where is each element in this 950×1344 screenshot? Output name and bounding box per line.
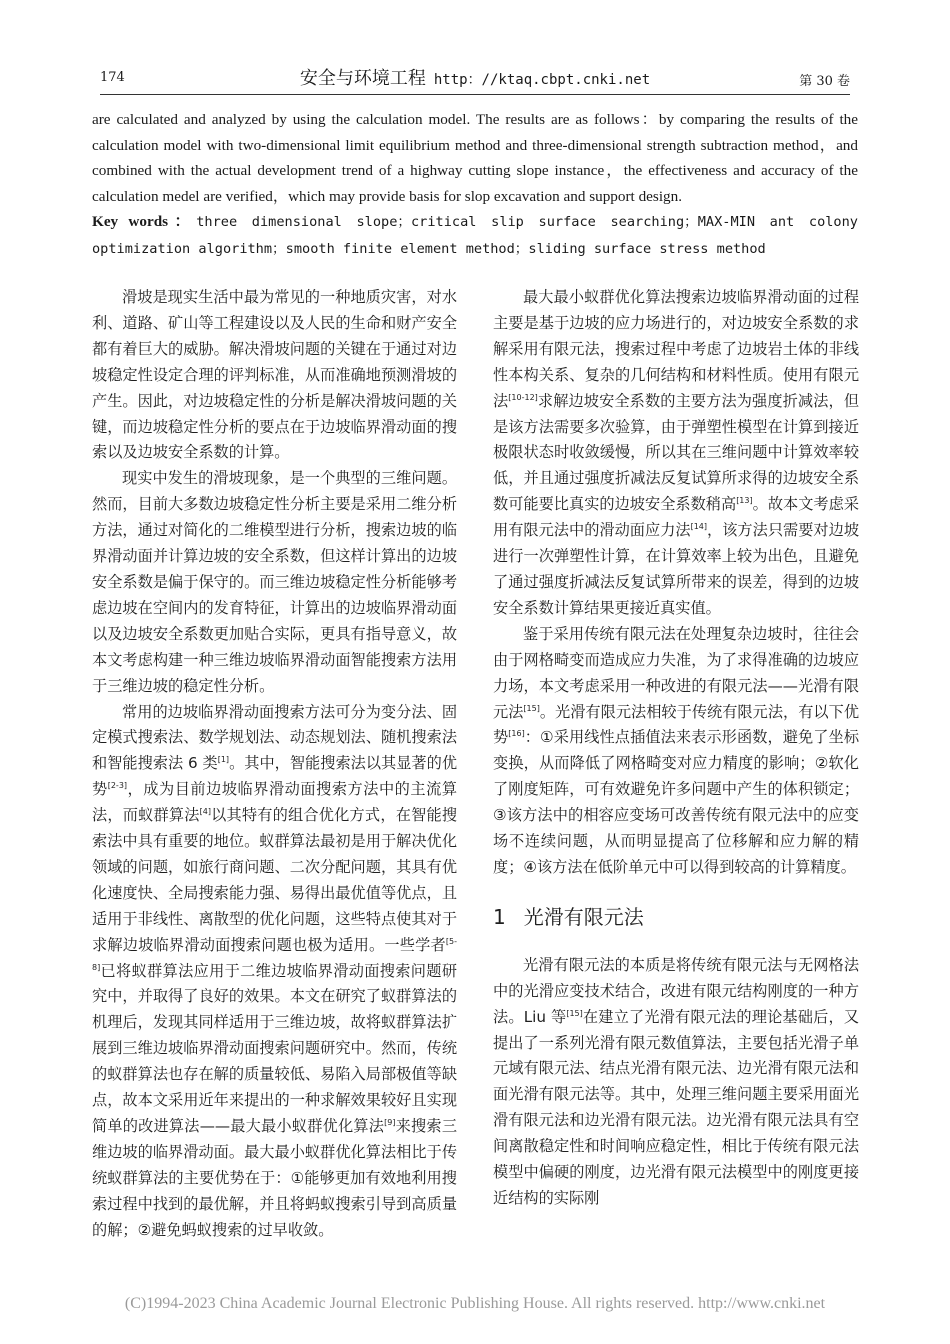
paragraph: 滑坡是现实生活中最为常见的一种地质灾害，对水利、道路、矿山等工程建设以及人民的生命和财产安全都有着巨大的威胁。解决滑坡问题的关键在于通过对边坡稳定性设定合理的评判标准，从而准确地预测滑坡的产生。因此，对边坡稳定性的分析是解决滑坡问题的关键，而边坡稳定性分析的要点在于边坡临界滑动面的搜索以及边坡安全系数的计算。 — [92, 288, 457, 462]
page-number: 174 — [100, 70, 125, 85]
header-rule — [100, 94, 850, 95]
abstract-text: are calculated and analyzed by using the calculation model. The results are as follows：by comparing the results of the calculation model with two-dimensional limit equilibrium method and three-dimensional strength subtraction method，and combined with the actual development trend of a highway cutting slope instance，the effectiveness and accuracy of the calculation medel are verified，which may provide basis for slop excavation and support design. — [92, 111, 858, 205]
citation[interactable]: [15] — [523, 703, 540, 713]
paragraph: 现实中发生的滑坡现象，是一个典型的三维问题。然而，目前大多数边坡稳定性分析主要是采用二维分析方法，通过对简化的二维模型进行分析，搜索边坡的临界滑动面并计算边坡的安全系数，但这样计算出的边坡安全系数是偏于保守的。而三维边坡稳定性分析能够考虑边坡在空间内的发育特征，计算出的边坡临界滑动面以及边坡安全系数更加贴合实际，更具有指导意义，故本文考虑构建一种三维边坡临界滑动面智能搜索方法用于三维边坡的稳定性分析。 — [92, 469, 457, 695]
text-run: 已将蚁群算法应用于二维边坡临界滑动面搜索问题研究中，并取得了良好的效果。本文在研究了蚁群算法的机理后，发现其同样适用于三维边坡，故将蚁群算法扩展到三维边坡临界滑动面搜索问题研究中。然而，传统的蚁群算法也存在解的质量较低、易陷入局部极值等缺点，故本文采用近年来提出的一种求解效果较好且实现简单的改进算法——最大最小蚁群优化算法 — [92, 961, 457, 1135]
citation[interactable]: [14] — [690, 522, 708, 532]
text-run: 。其中，智能搜索法以其显著的优势 — [92, 754, 458, 799]
text-run: 鉴于采用传统有限元法在处理复杂边坡时，往往会由于网格畸变而造成应力失准，为了求得准确的边坡应力场，本文考虑采用一种改进的有限元法——光滑有限元法 — [493, 624, 859, 721]
text-run: 以其特有的组合优化方式，在智能搜索法中具有重要的地位。蚁群算法最初是用于解决优化领域的问题，如旅行商问题、二次分配问题，其具有优化速度快、全局搜索能力强、易得出最优值等优点，且适用于非线性、离散型的优化问题，这些特点使其对于求解边坡临界滑动面搜索问题也极为适用。一些学者 — [92, 806, 458, 954]
text-run: 常用的边坡临界滑动面搜索方法可分为变分法、固定模式搜索法、数学规划法、动态规划法、随机搜索法和智能搜索法 6 类 — [92, 702, 457, 773]
citation[interactable]: [4] — [199, 807, 211, 817]
text-run: 来搜索三维边坡的临界滑动面。最大最小蚁群优化算法相比于传统蚁群算法的主要优势在于：①能够更加有效地利用搜索过程中找到的最优解，并且将蚂蚁搜索引导到高质量的解；②避免蚂蚁搜索的过早收敛。 — [92, 1117, 458, 1239]
left-column — [92, 285, 457, 1244]
right-column — [493, 285, 859, 1212]
journal-url[interactable]: http：//ktaq.cbpt.cnki.net — [433, 72, 651, 88]
text-run: 光滑有限元法的本质是将传统有限元法与无网格法中的光滑应变技术结合，改进有限元结构刚度的一种方法。Liu 等 — [493, 955, 859, 1026]
citation[interactable]: [10-12] — [508, 392, 538, 402]
section-title: 光滑有限元法 — [523, 904, 644, 929]
paragraph — [493, 285, 859, 622]
copyright-footer: (C)1994-2023 China Academic Journal Electronic Publishing House. All rights reserved. http://www.cnki.net — [124, 1295, 826, 1312]
text-run: ：①采用线性点插值法来表示形函数，避免了坐标变换，从而降低了网格畸变对应力精度的影响；②软化了刚度矩阵，可有效避免许多问题中产生的体积锁定；③该方法中的相容应变场可改善传统有限元法中的应变场不连续问题，从而明显提高了位移解和应力解的精度；④该方法在低阶单元中可以得到较高的计算精度。 — [493, 728, 860, 876]
paragraph — [92, 700, 457, 1244]
keywords-text: three dimensional slope；critical slip surface searching；MAX-MIN ant colony optimization algorithm；smooth finite element method；sliding surface stress method — [92, 214, 858, 257]
journal-name: 安全与环境工程 — [299, 68, 426, 89]
journal-title-line — [100, 64, 850, 90]
keywords-line — [92, 209, 858, 262]
citation[interactable]: [9] — [384, 1118, 396, 1127]
citation[interactable]: [2-3] — [107, 781, 128, 791]
volume-label: 第 30 卷 — [799, 74, 850, 89]
text-run: 。光滑有限元法相较于传统有限元法，有以下优势 — [493, 702, 860, 747]
citation[interactable]: [5-8] — [92, 936, 457, 972]
paragraph — [493, 622, 859, 881]
english-abstract — [92, 107, 858, 263]
text-run: 求解边坡安全系数的主要方法为强度折减法，但是该方法需要多次验算，由于弹塑性模型在计算到接近极限状态时收敛缓慢，所以其在三维问题中计算效率较低，并且通过强度折减法反复试算所求得的边坡安全系数可能要比真实的边坡安全系数稍高 — [493, 391, 860, 514]
section-heading — [493, 903, 859, 931]
running-header — [100, 64, 850, 94]
section-number: 1 — [493, 904, 506, 929]
citation[interactable]: [13] — [736, 496, 753, 506]
citation[interactable]: [15] — [566, 1008, 583, 1018]
text-run: 。故本文考虑采用有限元法中的滑动面应力法 — [493, 495, 860, 540]
text-run: ，成为目前边坡临界滑动面搜索方法中的主流算法，而蚁群算法 — [92, 780, 458, 825]
text-run: 在建立了光滑有限元法的理论基础后，又提出了一系列光滑有限元数值算法，主要包括光滑子单元域有限元法、结点光滑有限元法、边光滑有限元法和面光滑有限元法等。其中，处理三维问题主要采用面光滑有限元法和边光滑有限元法。边光滑有限元法具有空间离散稳定性和时间响应稳定性，相比于传统有限元法模型中偏硬的刚度，边光滑有限元法模型中的刚度更接近结构的实际刚 — [493, 1007, 860, 1207]
paragraph — [493, 953, 859, 1212]
text-run: 最大最小蚁群优化算法搜索边坡临界滑动面的过程主要是基于边坡的应力场进行的，对边坡安全系数的求解采用有限元法，搜索过程中考虑了边坡岩土体的非线性本构关系、复杂的几何结构和材料性质。使用有限元法 — [493, 288, 859, 410]
text-run: ，该方法只需要对边坡进行一次弹塑性计算，在计算效率上较为出色，且避免了通过强度折减法反复试算所带来的误差，得到的边坡安全系数计算结果更接近真实值。 — [493, 521, 860, 617]
keywords-label: Key words： — [92, 213, 197, 231]
citation[interactable]: [1] — [217, 755, 230, 765]
citation[interactable]: [16] — [508, 729, 525, 739]
